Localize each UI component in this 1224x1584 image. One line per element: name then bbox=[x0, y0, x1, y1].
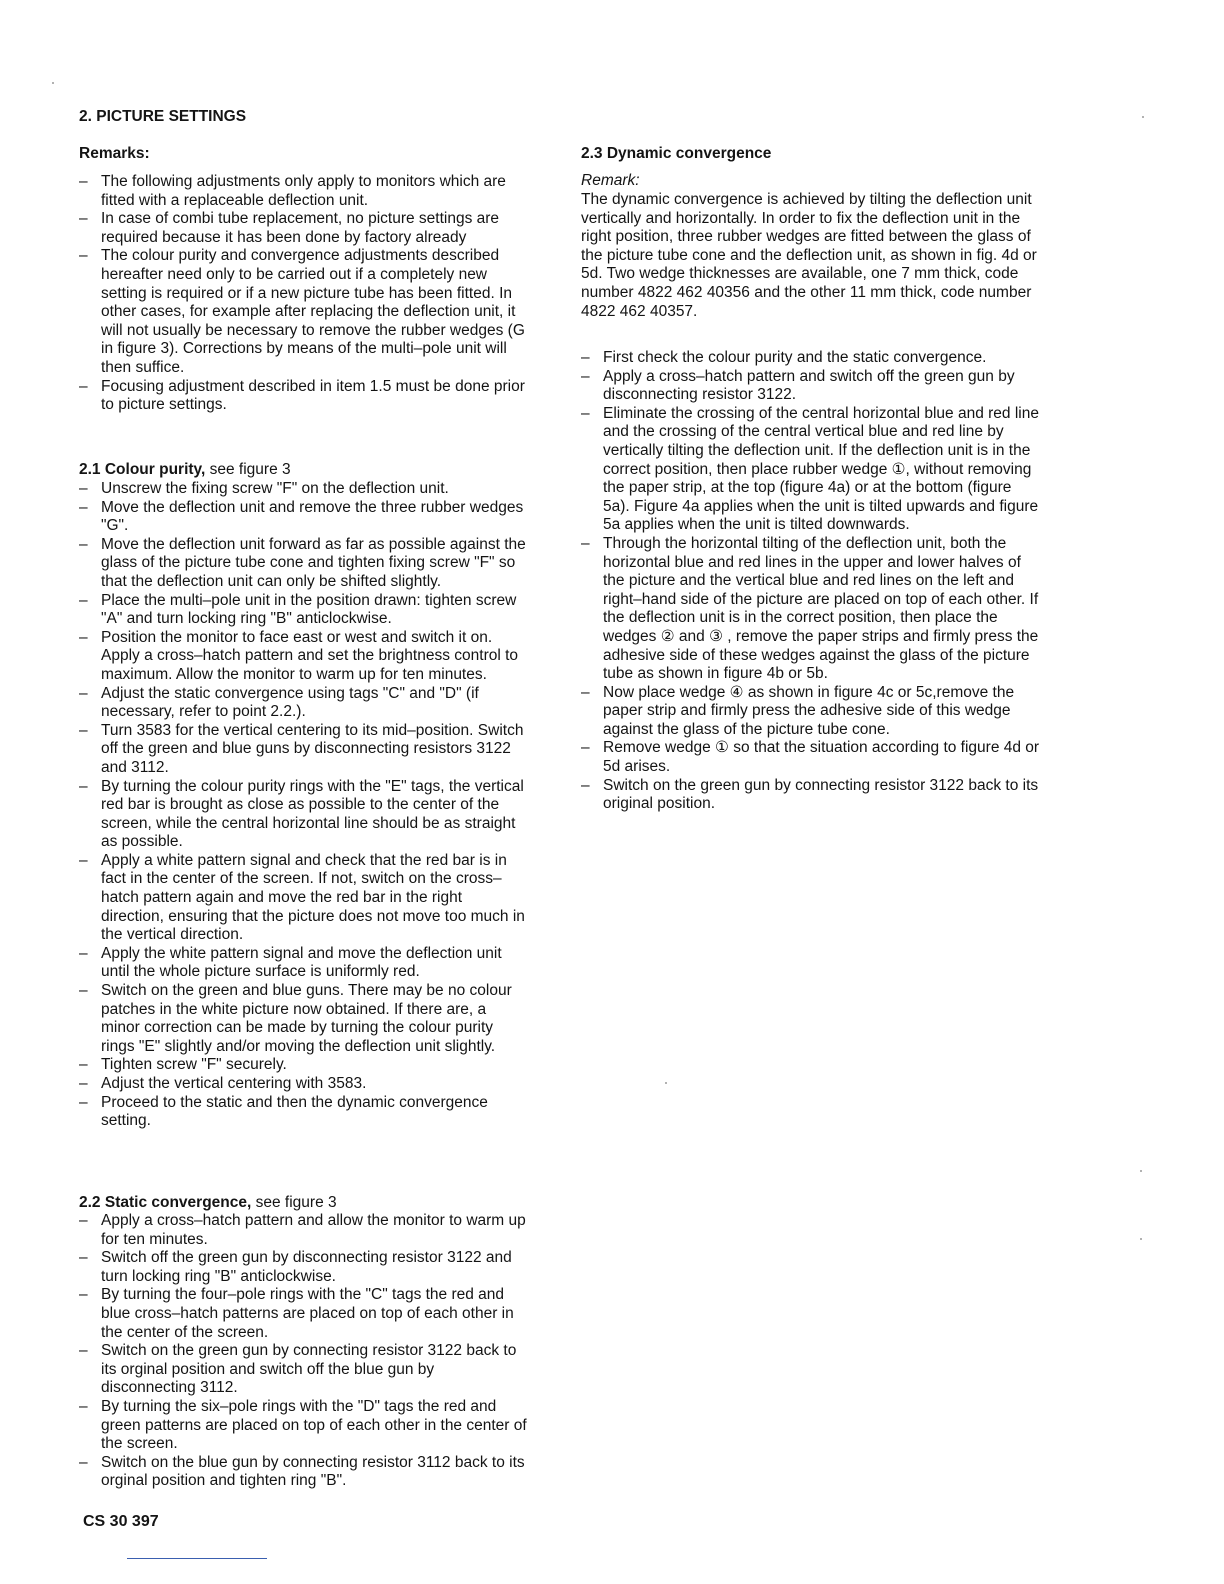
scan-speck bbox=[1142, 116, 1144, 118]
colour-purity-list bbox=[79, 480, 529, 1131]
list-item: – Adjust the static convergence using tags "C" and "D" (if necessary, refer to point 2.2.). bbox=[79, 685, 529, 722]
list-item: – By turning the colour purity rings with the "E" tags, the vertical red bar is brought as close as possible to the center of the screen, while the central horizontal line should be as straight as possible. bbox=[79, 778, 529, 852]
list-item: – By turning the four–pole rings with the "C" tags the red and blue cross–hatch patterns are placed on top of each other in the center of the screen. bbox=[79, 1286, 529, 1342]
document-code: CS 30 397 bbox=[83, 1513, 159, 1530]
scan-speck bbox=[52, 82, 54, 84]
list-item: – Unscrew the fixing screw "F" on the deflection unit. bbox=[79, 480, 529, 499]
footer-rule bbox=[127, 1558, 267, 1559]
remarks-heading: Remarks: bbox=[79, 145, 150, 162]
list-item: – Switch on the blue gun by connecting resistor 3112 back to its orginal position and tighten ring "B". bbox=[79, 1454, 529, 1491]
static-convergence-heading-rest: see figure 3 bbox=[251, 1194, 337, 1211]
list-item: – Apply the white pattern signal and move the deflection unit until the whole picture surface is uniformly red. bbox=[79, 945, 529, 982]
list-item: – Through the horizontal tilting of the deflection unit, both the horizontal blue and red lines in the upper and lower halves of the picture and the vertical blue and red lines on the left and right–hand side of the picture are placed on top of each other. If the deflection unit is in the correct position, then place the wedges ② and ③ , remove the paper strips and firmly press the adhesive side of these wedges against the glass of the picture tube as shown in figure 4b or 5b. bbox=[581, 535, 1041, 684]
list-item: – Turn 3583 for the vertical centering to its mid–position. Switch off the green and blue guns by disconnecting resistors 3122 and 3112. bbox=[79, 722, 529, 778]
scan-speck bbox=[1140, 1170, 1142, 1172]
list-item: – Adjust the vertical centering with 3583. bbox=[79, 1075, 529, 1094]
list-item: – Remove wedge ① so that the situation according to figure 4d or 5d arises. bbox=[581, 739, 1041, 776]
dynamic-convergence-heading: 2.3 Dynamic convergence bbox=[581, 145, 772, 162]
list-item: – Proceed to the static and then the dynamic convergence setting. bbox=[79, 1094, 529, 1131]
list-item: – The following adjustments only apply to monitors which are fitted with a replaceable deflection unit. bbox=[79, 173, 529, 210]
static-convergence-heading bbox=[79, 1194, 529, 1212]
static-convergence-list bbox=[79, 1212, 529, 1491]
list-item: – Apply a cross–hatch pattern and switch off the green gun by disconnecting resistor 3122. bbox=[581, 368, 1041, 405]
list-item: – The colour purity and convergence adjustments described hereafter need only to be carried out if a completely new setting is required or if a new picture tube has been fitted. In other cases, for example after replacing the deflection unit, it will not usually be necessary to remove the rubber wedges (G in figure 3). Corrections by means of the multi–pole unit will then suffice. bbox=[79, 247, 529, 377]
list-item: – Switch on the green and blue guns. There may be no colour patches in the white picture now obtained. If there are, a minor correction can be made by turning the colour purity rings "E" slightly and/or moving the deflection unit slightly. bbox=[79, 982, 529, 1056]
dynamic-convergence-list bbox=[581, 349, 1041, 814]
list-item: – Position the monitor to face east or west and switch it on. Apply a cross–hatch pattern and set the brightness control to maximum. Allow the monitor to warm up for ten minutes. bbox=[79, 629, 529, 685]
list-item: – Now place wedge ④ as shown in figure 4c or 5c,remove the paper strip and firmly press the adhesive side of this wedge against the glass of the picture tube cone. bbox=[581, 684, 1041, 740]
list-item: – Apply a cross–hatch pattern and allow the monitor to warm up for ten minutes. bbox=[79, 1212, 529, 1249]
list-item: – In case of combi tube replacement, no picture settings are required because it has been done by factory already bbox=[79, 210, 529, 247]
list-item: – Apply a white pattern signal and check that the red bar is in fact in the center of the screen. If not, switch on the cross–hatch pattern again and move the red bar in the right direction, ensuring that the picture does not move too much in the vertical direction. bbox=[79, 852, 529, 945]
colour-purity-heading-rest: see figure 3 bbox=[205, 461, 291, 478]
remarks-list bbox=[79, 173, 529, 415]
list-item: – Focusing adjustment described in item 1.5 must be done prior to picture settings. bbox=[79, 378, 529, 415]
list-item: – Switch off the green gun by disconnecting resistor 3122 and turn locking ring "B" anticlockwise. bbox=[79, 1249, 529, 1286]
remark-text: The dynamic convergence is achieved by tilting the deflection unit vertically and horizontally. In order to fix the deflection unit in the right position, three rubber wedges are fitted between the glass of the picture tube cone and the deflection unit, as shown in fig. 4d or 5d. Two wedge thicknesses are available, one 7 mm thick, code number 4822 462 40356 and the other 11 mm thick, code number 4822 462 40357. bbox=[581, 191, 1037, 320]
list-item: – Move the deflection unit forward as far as possible against the glass of the picture tube cone and tighten fixing screw "F" so that the deflection unit can only be shifted slightly. bbox=[79, 536, 529, 592]
list-item: – Tighten screw "F" securely. bbox=[79, 1056, 529, 1075]
list-item: – Switch on the green gun by connecting resistor 3122 back to its original position. bbox=[581, 777, 1041, 814]
remark-label: Remark: bbox=[581, 172, 640, 189]
scan-speck bbox=[1140, 1238, 1142, 1240]
main-heading: 2. PICTURE SETTINGS bbox=[79, 108, 247, 125]
list-item: – Switch on the green gun by connecting resistor 3122 back to its orginal position and switch off the blue gun by disconnecting 3112. bbox=[79, 1342, 529, 1398]
list-item: – Place the multi–pole unit in the position drawn: tighten screw "A" and turn locking ring "B" anticlockwise. bbox=[79, 592, 529, 629]
list-item: – First check the colour purity and the static convergence. bbox=[581, 349, 1041, 368]
scan-speck bbox=[665, 1082, 667, 1084]
static-convergence-heading-bold: 2.2 Static convergence, bbox=[79, 1194, 252, 1211]
colour-purity-heading-bold: 2.1 Colour purity, bbox=[79, 461, 206, 478]
list-item: – Eliminate the crossing of the central horizontal blue and red line and the crossing of the central vertical blue and red line by vertically tilting the deflection unit. If the deflection unit is in the correct position, then place rubber wedge ①, without removing the paper strip, at the top (figure 4a) or at the bottom (figure 5a). Figure 4a applies when the unit is tilted upwards and figure 5a applies when the unit is tilted downwards. bbox=[581, 405, 1041, 535]
list-item: – By turning the six–pole rings with the "D" tags the red and green patterns are placed on top of each other in the center of the screen. bbox=[79, 1398, 529, 1454]
list-item: – Move the deflection unit and remove the three rubber wedges "G". bbox=[79, 499, 529, 536]
colour-purity-heading bbox=[79, 461, 529, 479]
